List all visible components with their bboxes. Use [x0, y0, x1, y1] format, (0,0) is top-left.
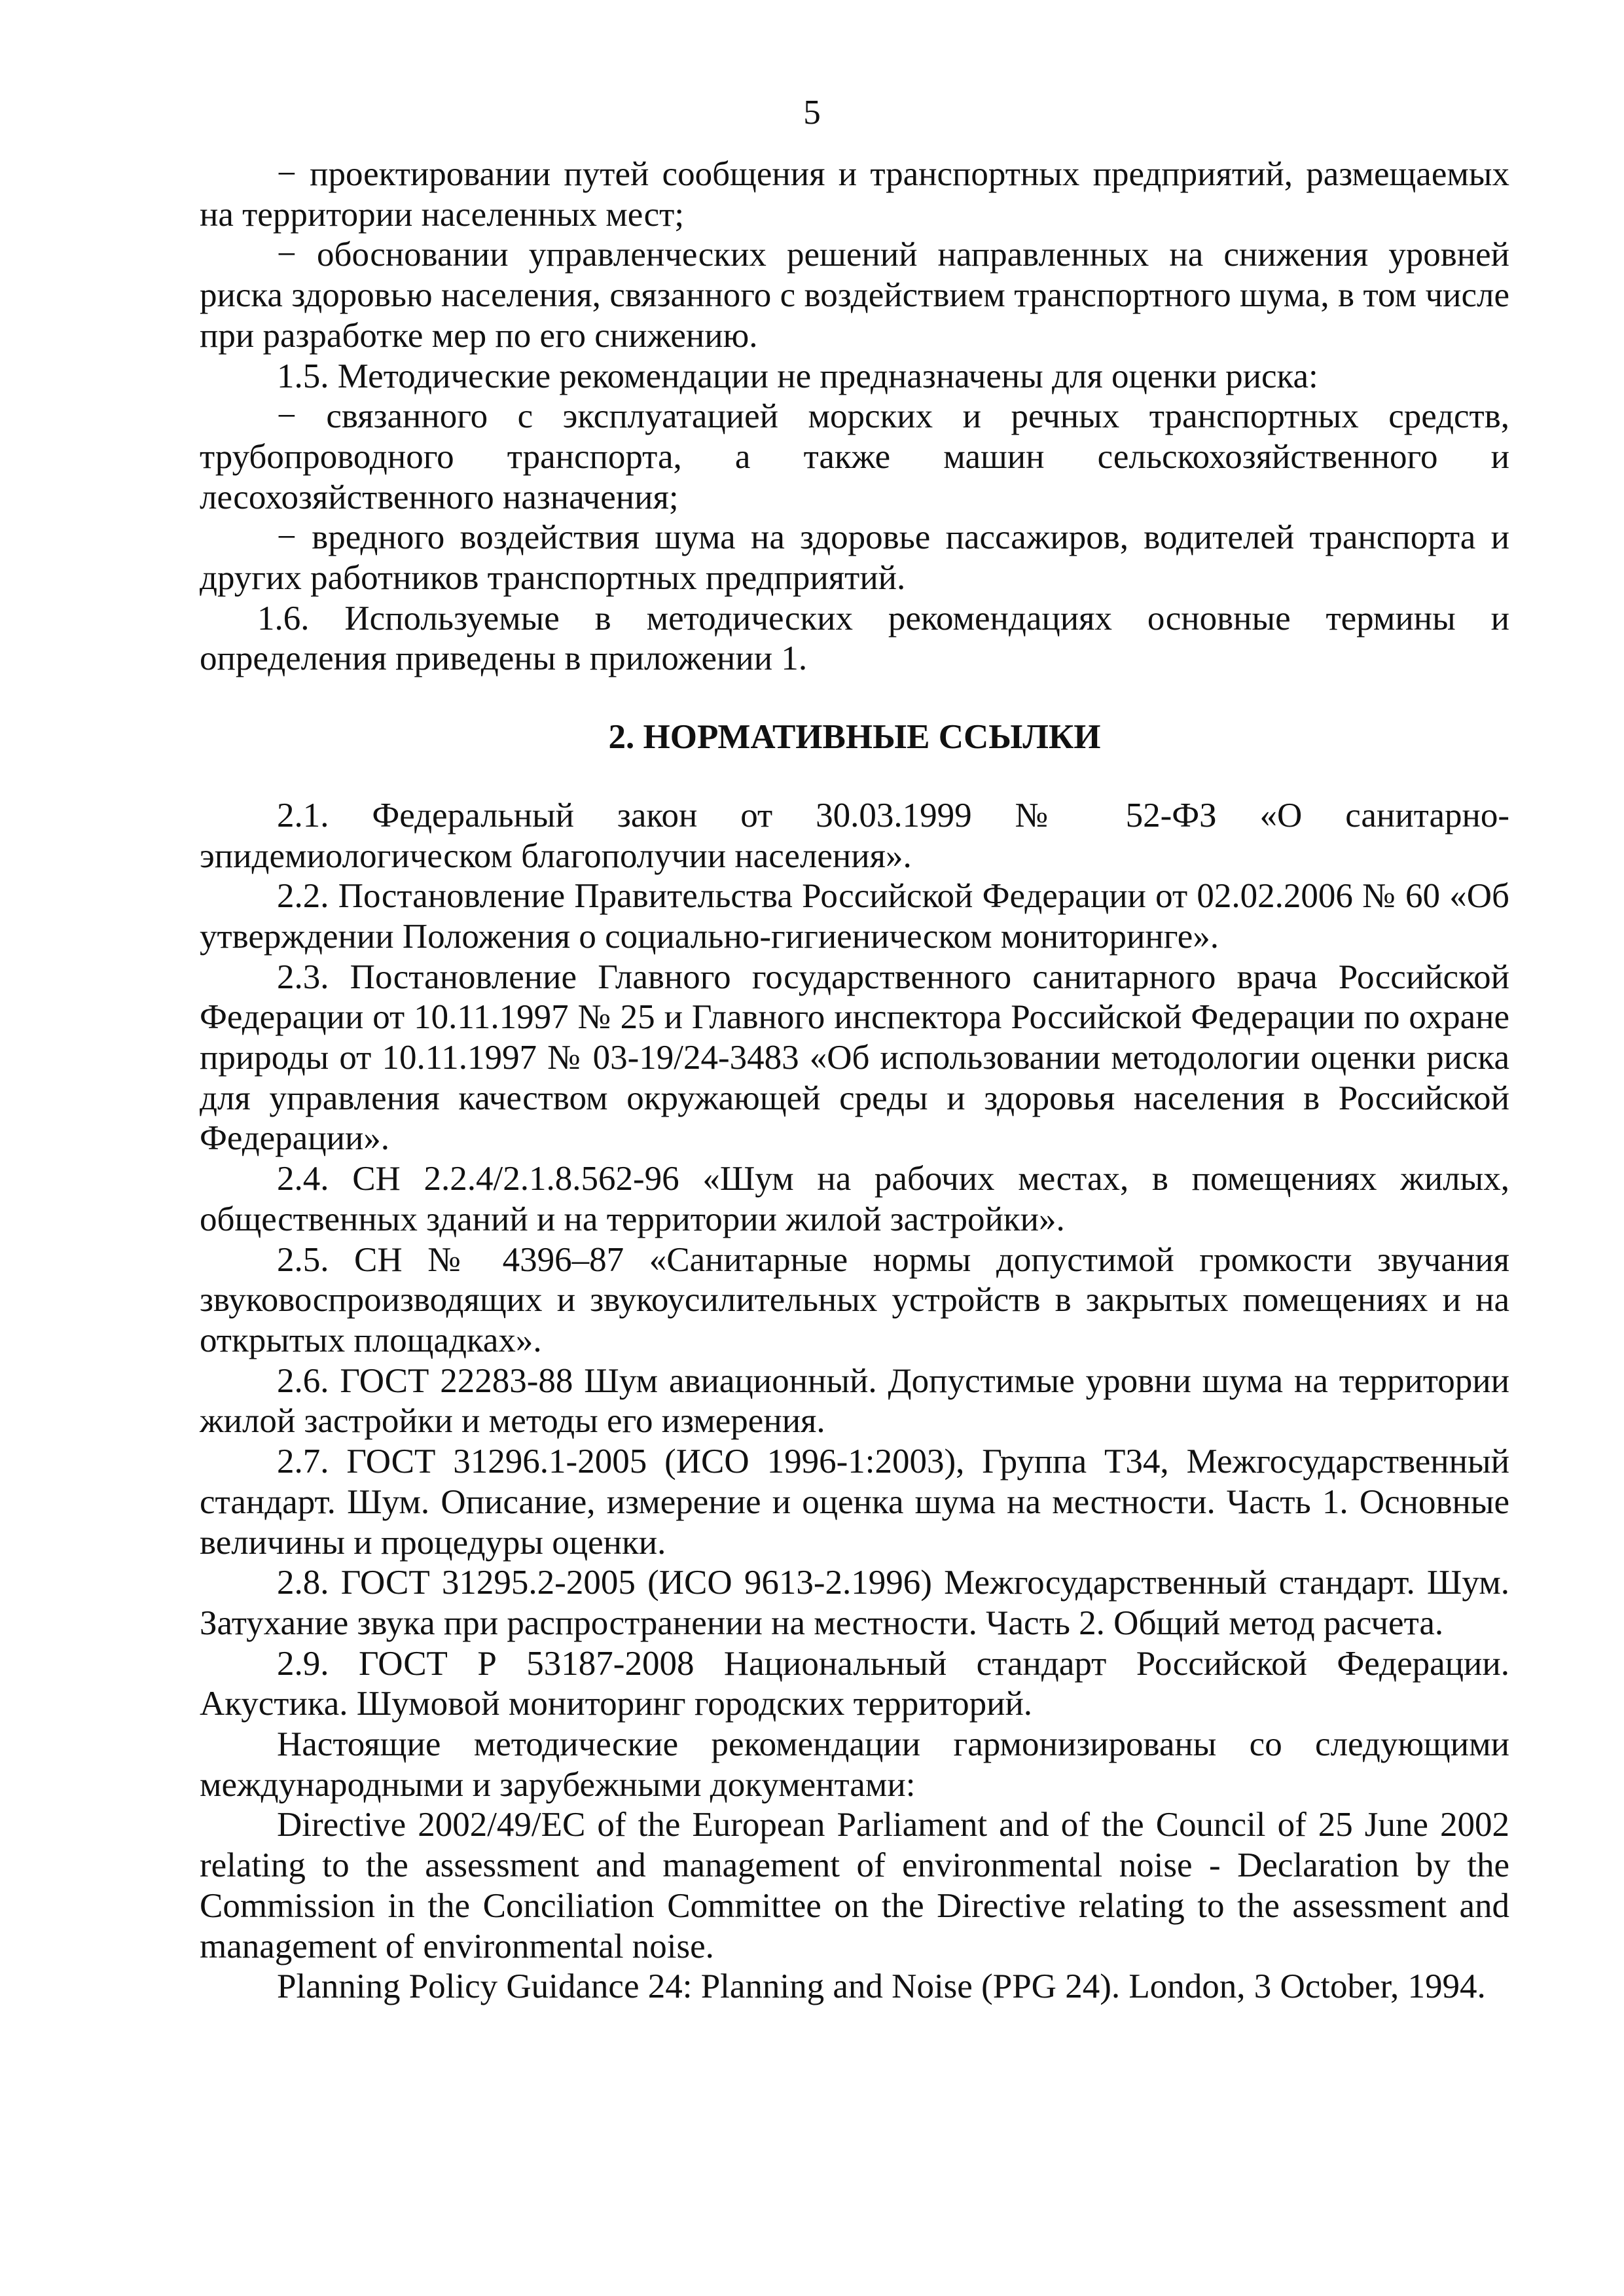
list-item-management-decisions: − обосновании управленческих решений направленных на снижения уровней риска здоровью населения, связанного с воздействием транспортного шума, в том числе при разработке мер по его снижению. [200, 236, 1509, 355]
reference-2-5: 2.5. СН № 4396–87 «Санитарные нормы допустимой громкости звучания звуковоспроизводящих и звукоусилительных устройств в закрытых помещениях и на открытых площадках». [200, 1240, 1509, 1359]
clause-1-5: 1.5. Методические рекомендации не предназначены для оценки риска: [277, 357, 1318, 395]
reference-ppg24: Planning Policy Guidance 24: Planning and Noise (PPG 24). London, 3 October, 1994. [277, 1967, 1486, 2006]
reference-2-2: 2.2. Постановление Правительства Российской Федерации от 02.02.2006 № 60 «Об утверждении Положения о социально-гигиеническом мониторинге». [200, 877, 1509, 956]
section-heading: 2. НОРМАТИВНЫЕ ССЫЛКИ [608, 718, 1101, 757]
reference-2-7: 2.7. ГОСТ 31296.1-2005 (ИСО 1996-1:2003), Группа Т34, Межгосударственный стандарт. Шум. Описание, измерение и оценка шума на местности. Часть 1. Основные величины и процедуры оценки. [200, 1443, 1509, 1562]
list-item-passenger-noise: − вредного воздействия шума на здоровье пассажиров, водителей транспорта и других работников транспортных предприятий. [200, 518, 1509, 598]
page-number: 5 [803, 94, 821, 132]
reference-2-9: 2.9. ГОСТ Р 53187-2008 Национальный стандарт Российской Федерации. Акустика. Шумовой мониторинг городских территорий. [200, 1644, 1509, 1723]
reference-2-6: 2.6. ГОСТ 22283-88 Шум авиационный. Допустимые уровни шума на территории жилой застройки и методы его измерения. [200, 1361, 1509, 1441]
reference-2-1: 2.1. Федеральный закон от 30.03.1999 № 52-ФЗ «О санитарно-эпидемиологическом благополучии населения». [200, 796, 1509, 875]
harmonization-note: Настоящие методические рекомендации гармонизированы со следующими международными и зарубежными документами: [200, 1725, 1509, 1804]
reference-2-8: 2.8. ГОСТ 31295.2-2005 (ИСО 9613-2.1996) Межгосударственный стандарт. Шум. Затухание звука при распространении на местности. Часть 2. Общий метод расчета. [200, 1564, 1509, 1642]
reference-eu-directive: Directive 2002/49/EC of the European Parliament and of the Council of 25 June 2002 relating to the assessment and management of environmental noise - Declaration by the Commission in the Conciliation Committee on the Directive relating to the assessment and management of environmental noise. [200, 1806, 1509, 1965]
page-body [200, 154, 1509, 2007]
list-item-transport-design: − проектировании путей сообщения и транспортных предприятий, размещаемых на территории населенных мест; [200, 155, 1509, 234]
clause-1-6: 1.6. Используемые в методических рекомендациях основные термины и определения приведены в приложении 1. [200, 599, 1509, 678]
list-item-marine-transport: − связанного с эксплуатацией морских и речных транспортных средств, трубопроводного транспорта, а также машин сельскохозяйственного и лесохозяйственного назначения; [200, 397, 1509, 516]
reference-2-4: 2.4. СН 2.2.4/2.1.8.562-96 «Шум на рабочих местах, в помещениях жилых, общественных зданий и на территории жилой застройки». [200, 1160, 1509, 1238]
reference-2-3: 2.3. Постановление Главного государственного санитарного врача Российской Федерации от 10.11.1997 № 25 и Главного инспектора Российской Федерации по охране природы от 10.11.1997 № 03-19/24-3483 «Об использовании методологии оценки риска для управления качеством окружающей среды и здоровья населения в Российской Федерации». [200, 958, 1509, 1158]
